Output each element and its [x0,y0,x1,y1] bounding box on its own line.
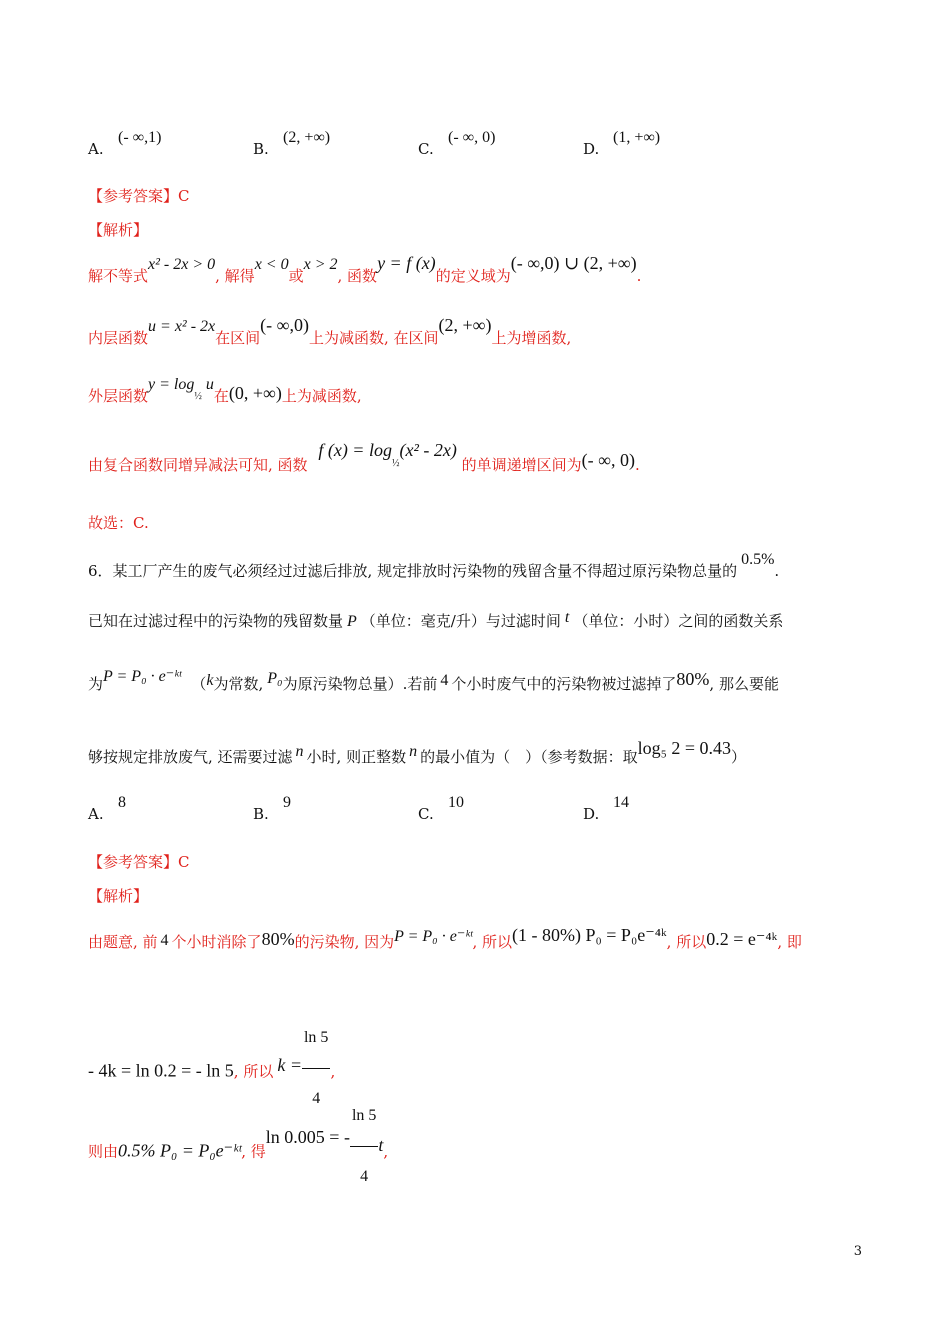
q5-solution-line-1 [88,253,642,288]
formula: P = P₀ · e⁻ᵏᵗ [103,668,182,685]
text: , 所以 [233,1062,274,1081]
text: 上为减函数, [281,387,362,405]
formula [148,376,214,402]
formula: (1 - 80%) P₀ = P₀e⁻⁴ᵏ [512,925,667,945]
option-value: (- ∞,1) [118,129,162,146]
formula: (2, +∞) [438,315,492,335]
formula: x > 2 [303,256,338,273]
text: 6．某工厂产生的废气必须经过过滤后排放, 规定排放时污染物的残留含量不得超过原污染物总量的 [88,562,738,580]
text: （单位：小时）之间的函数关系 [573,612,784,630]
q5-option-a [88,129,162,159]
text: . [774,562,780,580]
option-value: (- ∞, 0) [448,129,496,146]
formula: y = f (x) [377,253,436,273]
text: 已知在过滤过程中的污染物的残留数量 [88,612,344,630]
option-label: C. [418,140,434,158]
log-base: ½ [194,391,202,402]
formula: (- ∞,0) ∪ (2, +∞) [510,253,637,273]
q6-answer: 【参考答案】C [88,853,190,871]
text: 则由 [88,1142,119,1161]
text: , 得 [241,1142,266,1161]
q6-solution-line-1 [88,925,802,954]
option-value: 10 [448,794,464,811]
q5-solution-line-4 [88,440,640,489]
text: 上为增函数, [491,329,572,347]
text: 或 [288,267,304,285]
text: 上为减函数, 在区间 [308,329,439,347]
formula: 0.5% [741,551,775,568]
formula: x² - 2x > 0 [148,256,216,273]
q6-stem-line-1 [88,551,780,583]
q6-stem-line-3 [88,668,779,696]
formula: 4 [160,932,169,949]
q6-option-d [583,794,629,824]
text: 为原污染物总量）.若前 [282,675,438,693]
option-label: B. [253,805,269,823]
formula: k = [277,1054,302,1075]
formula: t [564,609,570,626]
q5-option-c [418,129,496,159]
text: . [634,456,640,474]
text: 解不等式 [88,267,149,285]
text: 的单调递增区间为 [461,456,582,474]
option-value: (1, +∞) [613,129,661,146]
text: , 那么要能 [709,675,779,693]
formula: 4 [440,672,449,689]
text: 的污染物, 因为 [294,933,395,951]
q6-solution-line-3 [88,1092,388,1213]
q5-answer: 【参考答案】C [88,187,190,205]
formula: 80% [261,929,295,949]
text: , [383,1142,389,1161]
text: 外层函数 [88,387,149,405]
q5-conclusion: 故选：C. [88,514,149,532]
formula: ln 0.005 = - [265,1126,350,1147]
formula: 80% [676,669,710,689]
formula: u = x² - 2x [148,318,216,335]
q6-option-b [253,794,291,824]
formula: P₀ [267,670,283,687]
text: （ [191,675,207,693]
option-label: D. [583,140,600,158]
q6-option-a [88,794,126,824]
text: , [330,1062,336,1081]
denominator: 4 [360,1168,369,1185]
formula: (- ∞, 0) [581,450,635,470]
text: , 即 [777,933,802,951]
text: 够按规定排放废气, 还需要过滤 [88,748,293,766]
text: （单位：毫克/升）与过滤时间 [360,612,561,630]
option-value: 9 [283,794,291,811]
formula: log₅ 2 = 0.43 [637,738,732,758]
text: , 函数 [337,267,378,285]
text: ） [731,748,747,766]
text: , 所以 [472,933,513,951]
page-number: 3 [853,1244,862,1259]
numerator: ln 5 [302,1008,330,1069]
formula: n [295,743,304,760]
option-label: C. [418,805,434,823]
text: 个小时消除了 [171,933,262,951]
formula-part: f (x) = log [318,440,392,460]
text: 由复合函数同增异减法可知, 函数 [88,456,308,474]
text: 的定义域为 [435,267,511,285]
text: 由题意, 前 [88,933,158,951]
text: . [636,267,642,285]
option-value: (2, +∞) [283,129,331,146]
text: , 所以 [666,933,707,951]
text: 为常数, [213,675,264,693]
text: 内层函数 [88,329,149,347]
formula: 0.5% P₀ = P₀e⁻ᵏᵗ [118,1140,242,1161]
q6-stem-line-2 [88,610,783,633]
formula: (- ∞,0) [260,315,309,335]
formula-part: y = log [148,376,195,393]
formula: x < 0 [254,256,289,273]
text: , 解得 [215,267,255,285]
text: 小时, 则正整数 [306,748,407,766]
formula-part: u [205,376,214,393]
q5-solution-line-3 [88,376,362,420]
q5-option-b [253,129,331,159]
formula-part: (x² - 2x) [399,440,457,460]
option-value: 14 [613,794,629,811]
text: 个小时废气中的污染物被过滤掉了 [451,675,677,693]
text: 在区间 [215,329,261,347]
formula: (0, +∞) [228,383,282,403]
formula: P [347,613,357,630]
text: 为 [88,675,104,693]
q5-analysis-label: 【解析】 [88,221,149,239]
text: 在 [213,387,229,405]
q6-stem-line-4 [88,738,747,769]
option-label: D. [583,805,600,823]
formula: 0.2 = e⁻⁴ᵏ [706,929,778,949]
formula: P = P₀ · e⁻ᵏᵗ [394,928,473,945]
option-label: A. [88,805,104,823]
q6-option-c [418,794,464,824]
q5-option-d [583,129,661,159]
formula: t [378,1134,384,1155]
option-label: A. [88,140,104,158]
formula: k [206,672,214,689]
q6-analysis-label: 【解析】 [88,887,149,905]
denominator: 4 [312,1090,321,1107]
log-base: ½ [391,458,400,469]
fraction [350,1086,378,1207]
option-label: B. [253,140,269,158]
formula [318,440,457,469]
option-value: 8 [118,794,126,811]
formula: - 4k = ln 0.2 = - ln 5 [88,1060,234,1081]
numerator: ln 5 [350,1086,378,1147]
formula: n [409,743,418,760]
text: 的最小值为（ ）（参考数据：取 [420,748,638,766]
q5-solution-line-2 [88,315,572,350]
